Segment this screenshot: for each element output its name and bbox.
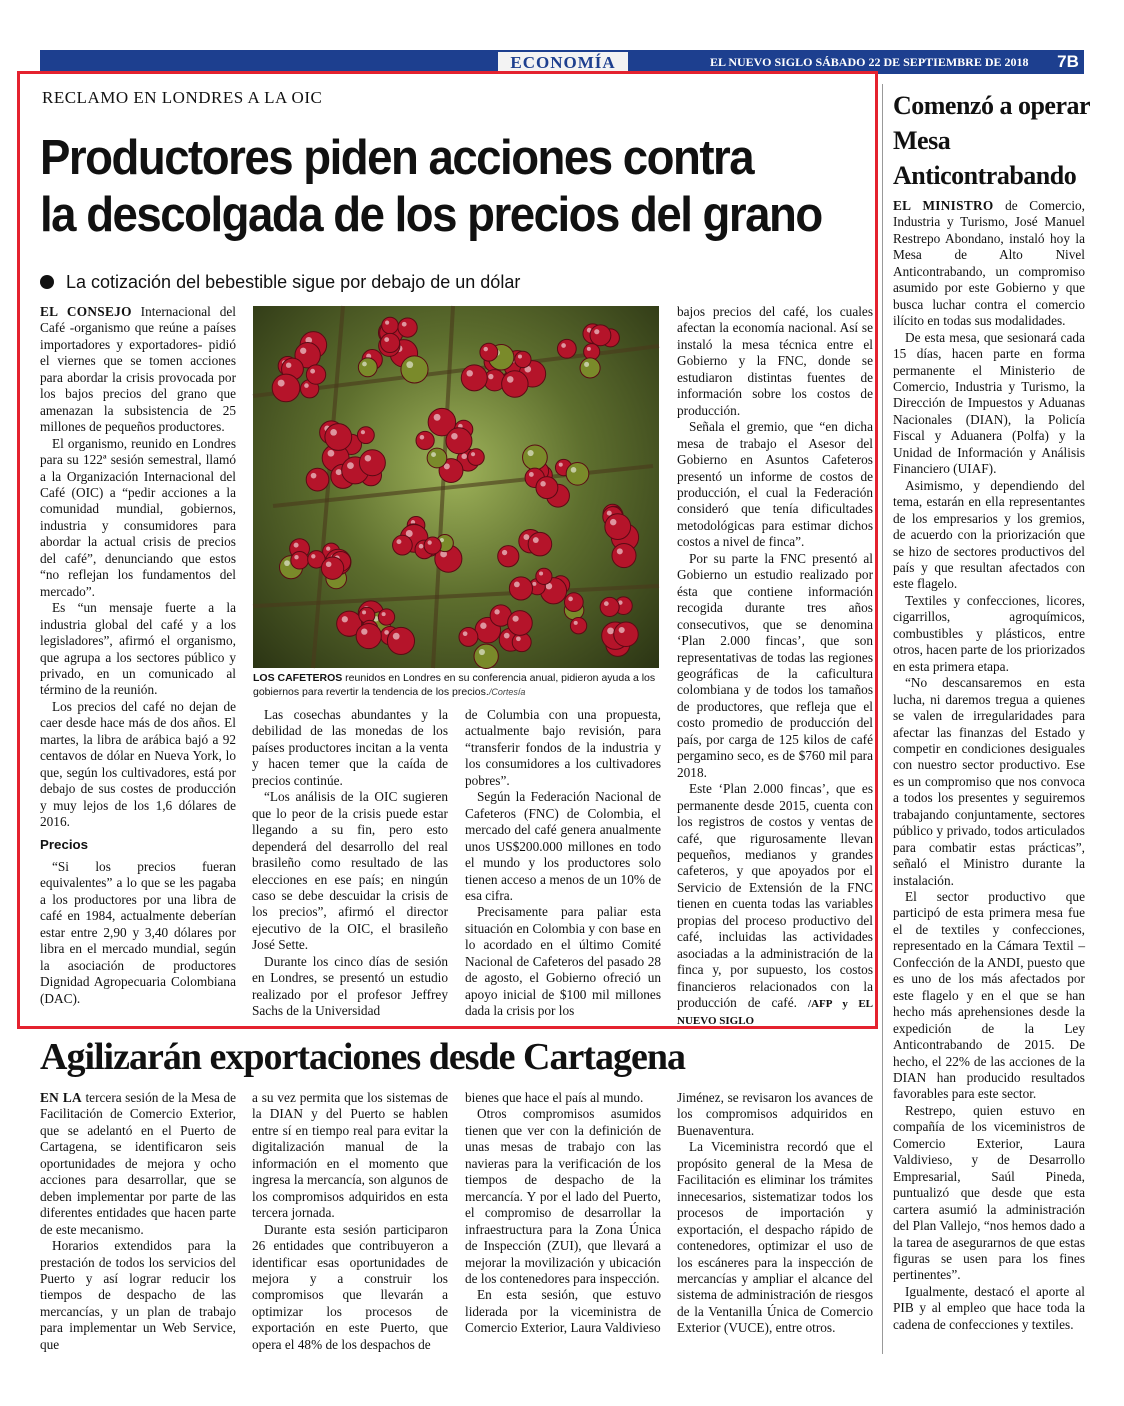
sidebar-headline: Comenzó a operar Mesa Anticontrabando — [893, 91, 1090, 190]
berry-highlight-shape — [419, 544, 424, 549]
berry-highlight-shape — [420, 435, 425, 440]
berry-highlight-shape — [336, 469, 342, 475]
paragraph: “Los análisis de la OIC sugieren que lo peor de la crisis puede estar llegando a su fin, pero esto dependerá del desarrollo del real brasileño como resultado de las elecciones en ese país; en ningún caso se debe descuidar la crisis de los precios”, afirmó el director ejecutivo de la OIC, el brasileño José Sette. — [252, 789, 448, 953]
berry-highlight-shape — [561, 343, 566, 348]
berry-shape — [306, 468, 329, 491]
paragraph — [40, 304, 236, 436]
photo-caption — [253, 671, 659, 699]
berry-highlight-shape — [328, 450, 335, 457]
berry-highlight-shape — [311, 554, 315, 558]
berry-highlight-shape — [294, 543, 299, 548]
berry-shape — [600, 597, 619, 616]
subtitle — [40, 272, 660, 293]
berry-highlight-shape — [434, 414, 441, 421]
paragraph: Jiménez, se revisaron los avances de los compromisos adquiridos en Buenaventura. — [677, 1090, 873, 1138]
berry-shape — [291, 551, 309, 569]
berry-highlight-shape — [361, 430, 365, 434]
berry-highlight-shape — [451, 433, 457, 439]
berry-highlight-shape — [479, 649, 485, 655]
berry-shape — [321, 557, 343, 579]
article-column-3 — [465, 707, 661, 1017]
berry-shape — [358, 358, 377, 377]
berry-shape — [382, 317, 399, 334]
berry-shape — [356, 623, 381, 648]
caption-text: reunidos en Londres en su conferencia anual, pidieron ayuda a los gobiernos para revertir la tendencia de los precios. — [253, 672, 656, 698]
paragraph: Horarios extendidos para la prestación de todos los servicios del Puerto y así lograr reducir los tiempos de despacho de las mercancías, y un plan de trabajo para implementar un Web Service, que — [40, 1238, 236, 1352]
berry-shape — [446, 428, 472, 454]
paragraph — [40, 1090, 236, 1238]
berry-highlight-shape — [568, 597, 573, 602]
sidebar-column — [893, 198, 1085, 1358]
berry-highlight-shape — [540, 481, 545, 486]
berry-highlight-shape — [362, 362, 367, 367]
coffee-berries-photo — [253, 306, 659, 668]
berry-highlight-shape — [514, 581, 520, 587]
berry-highlight-shape — [304, 383, 309, 388]
paragraph: bienes que hace el país al mundo. — [465, 1090, 644, 1105]
berry-shape — [614, 622, 638, 646]
story2-column-4 — [677, 1090, 873, 1358]
paragraph: Asimismo, y dependiendo del tema, estarán en ella representantes de los empresarios y los gremios, de acuerdo con la priorización que se hizo de sectores productivos del país y que resultan afectados con este flagelo. — [893, 477, 1085, 592]
paragraph — [893, 198, 1085, 330]
berry-shape — [584, 344, 600, 360]
berry-highlight-shape — [311, 473, 317, 479]
paragraph-text: Internacional del Café -organismo que reúne a países importadores y exportadores- pidió el viernes que se tomen acciones para abordar la crisis provocada por los bajos precios del grano que amenazan la subsistencia de 25 millones de pequeños productores. — [40, 304, 236, 435]
paragraph: El sector productivo que participó de esta primera mesa fue el de textiles y confecciones, representado en la Cámara Textil – Confección de la ANDI, puesto que es uno de los más afectados por este flagelo y en el que se han hecho más aprehensiones desde la expedición de la Ley Anticontrabando de 2015. De hecho, el 22% de las acciones de la DIAN han producido resultados favorables para este sector. — [893, 889, 1085, 1102]
lead-in: EN LA — [40, 1090, 82, 1105]
berry-shape — [528, 532, 552, 556]
berry-highlight-shape — [574, 621, 578, 625]
lead-in: EL MINISTRO — [893, 198, 994, 213]
berry-shape — [557, 339, 576, 358]
byline: /AFP y EL NUEVO SIGLO — [677, 998, 873, 1028]
berry-highlight-shape — [278, 380, 285, 387]
main-headline — [40, 130, 822, 244]
berry-highlight-shape — [406, 361, 413, 368]
berry-shape — [325, 424, 352, 451]
berry-highlight-shape — [518, 354, 522, 358]
berry-shape — [590, 325, 611, 346]
berry-highlight-shape — [286, 362, 291, 367]
berry-highlight-shape — [310, 369, 315, 374]
berry-shape — [468, 449, 485, 466]
berry-highlight-shape — [523, 534, 529, 540]
paragraph: Durante esta sesión participaron 26 entidades que contribuyeron a identificar esas oportunidades de mejora y a construir los compromisos que llevarán a optimizar los procesos de exportación en este Puerto, que opera el 48% de los despachos de — [252, 1221, 448, 1352]
berry-shape — [536, 477, 558, 499]
berry-shape — [564, 593, 583, 612]
berry-shape — [605, 514, 631, 540]
berry-highlight-shape — [559, 463, 563, 467]
berry-shape — [427, 448, 447, 468]
berry-shape — [508, 611, 533, 636]
berry-shape — [566, 462, 589, 485]
berry-highlight-shape — [342, 616, 348, 622]
berry-shape — [357, 427, 374, 444]
story2-column-1 — [40, 1090, 236, 1358]
berry-highlight-shape — [362, 610, 366, 614]
paragraph: Otros compromisos asumidos tienen que ver con la definición de unas mesas de trabajo con las navieras para la verificación de los tiempos de despacho de la mercancía. Y por el lado del Puerto, el compromiso de desarrollar la infraestructura para la Zona Única de Inspección (ZUI), que llevará a mejorar la movilización y ubicación de los contenedores para inspección. — [465, 1106, 661, 1286]
berry-highlight-shape — [607, 511, 612, 516]
berry-shape — [398, 318, 417, 337]
photo-credit: /Cortesía — [488, 687, 526, 697]
paragraph: Durante los cinco días de sesión en Londres, se presentó un estudio realizado por el profesor Jeffrey Sachs de la Universidad — [252, 953, 448, 1019]
story2-column-2 — [252, 1090, 448, 1358]
berry-highlight-shape — [604, 601, 609, 606]
article-column-1 — [40, 304, 236, 1014]
section-name: ECONOMÍA — [510, 53, 616, 72]
berry-shape — [306, 365, 325, 384]
berry-highlight-shape — [471, 452, 475, 456]
berry-highlight-shape — [385, 321, 389, 325]
paragraph: En esta sesión, que estuvo liderada por la viceministra de Comercio Exterior, Laura Valdivieso — [465, 1287, 661, 1336]
paragraph: Precisamente para paliar esta situación en Colombia y con base en lo acordado en el último Comité Nacional de Cafeteros del pasado 28 de agosto, el Gobierno ofreció un apoyo inicial de $100 mil millones dada la crisis por los — [465, 904, 661, 1019]
berry-shape — [272, 374, 300, 402]
berry-highlight-shape — [480, 623, 486, 629]
berry-highlight-shape — [402, 322, 407, 327]
berry-highlight-shape — [488, 374, 493, 379]
lead-in: EL CONSEJO — [40, 304, 132, 319]
kicker: RECLAMO EN LONDRES A LA OIC — [42, 88, 323, 107]
berry-shape — [461, 365, 487, 391]
paragraph: de Columbia con una propuesta, actualmente bajo revisión, para “transferir fondos de la industria y los consumidores a los cultivadores pobres”. — [465, 707, 661, 788]
berry-highlight-shape — [484, 347, 488, 351]
paragraph: De esta mesa, que sesionará cada 15 días, hacen parte en forma permanente el Ministerio de Comercio, Industria y Turismo, la Dirección de Impuestos y Aduanas Nacionales (DIAN), la Policía Fiscal y Aduanera (Polfa) y la Unidad de Información y Análisis Financiero (UIAF). — [893, 329, 1085, 477]
berry-shape — [612, 544, 636, 568]
berry-highlight-shape — [527, 450, 533, 456]
berry-highlight-shape — [461, 454, 467, 460]
berry-shape — [393, 535, 413, 555]
paragraph: Textiles y confecciones, licores, cigarrillos, agroquímicos, combustibles y plásticos, entre otros, hacen parte de los priorizados en esta primera etapa. — [893, 592, 1085, 674]
story2-column-3 — [465, 1090, 661, 1358]
paragraph: “No descansaremos en esta lucha, ni daremos tregua a quienes se valen de irregularidades para afectar las finanzas del Estado y competir en condiciones desiguales con nuestro sector productivo. Ese es un compromiso que nos convoca a todos los presentes y seguiremos trabajando conjuntamente, sectores público y privado, todos articulados para combatir estas prácticas”, señaló el Ministro durante la instalación. — [893, 675, 1085, 888]
berry-highlight-shape — [361, 628, 367, 634]
berry-highlight-shape — [393, 633, 400, 640]
berry-highlight-shape — [594, 329, 599, 334]
berry-shape — [570, 618, 586, 634]
paragraph: Restrepo, quien estuvo en compañía de los viceministros de Comercio Exterior, Laura Valdivieso, y de Desarrollo Empresarial, Saúl Pineda, puntualizó que desde que esta cartera asumió la administración del Plan Vallejo, “nos hemos dado a la tarea de asegurarnos de que estas figuras se usen para los fines pertinentes”. — [893, 1102, 1085, 1283]
berry-highlight-shape — [396, 539, 401, 544]
berry-highlight-shape — [466, 370, 472, 376]
berry-highlight-shape — [330, 429, 337, 436]
berry-shape — [359, 450, 385, 476]
berry-shape — [502, 371, 528, 397]
berry-shape — [580, 358, 600, 378]
paragraph-text: Este ‘Plan 2.000 fincas’, que es permanente desde 2015, cuenta con los registros de costos y ventas de café, que rigurosamente llevan pequeños, medianos y grandes cafeteros, y que apoyados por el Servicio de Extensión de la FNC tienen en cuenta todas las variables propias del proceso productivo del café, incluidas las actividades asociadas a la administración de la finca y, por supuesto, los costos financieros relacionados con la producción de café. — [677, 781, 873, 1011]
berry-highlight-shape — [513, 616, 519, 622]
paragraph: La Viceministra recordó que el propósito general de la Mesa de Facilitación es eliminar los trámites innecesarios, sistematizar todos los procesos de importación y exportación, el despacho rápido de contenedores, optimizar el uso de los escáneres para la inspección de mercancías y ampliar el alcance del sistema de administración de riesgos de la Ventanilla Única de Comercio Exterior (VUCE), entre otros. — [677, 1139, 873, 1336]
berry-highlight-shape — [284, 560, 290, 566]
caption-lead: LOS CAFETEROS — [253, 672, 343, 684]
paragraph: Igualmente, destacó el aporte al PIB y al empleo que hace toda la cadena de confecciones y textiles. — [893, 1283, 1085, 1332]
paragraph: Las cosechas abundantes y la debilidad de las monedas de los países productores incitan a la venta y hacen temer que la caída de precios continúe. — [252, 707, 448, 788]
berry-highlight-shape — [610, 519, 616, 525]
paragraph: a su vez permita que los sistemas de la DIAN y del Puerto se hablen entre sí en tiempo real para evitar la digitalización manual de la información en el momento que ingresa la mercancía, son algunos de los compromisos adquiridos en esta tercera jornada. — [252, 1090, 448, 1221]
subtitle-text: La cotización del bebestible sigue por debajo de un dólar — [66, 272, 521, 292]
berry-highlight-shape — [382, 612, 386, 616]
paragraph: Según la Federación Nacional de Cafeteros (FNC) de Colombia, el mercado del café genera anualmente unos US$200.000 millones en todo el mundo y los productores solo tienen acceso a menos de un 10% de esa cifra. — [465, 789, 661, 903]
berry-highlight-shape — [516, 636, 521, 641]
berry-highlight-shape — [529, 472, 534, 477]
berry-shape — [387, 627, 414, 654]
berry-highlight-shape — [533, 537, 539, 543]
paragraph: El organismo, reunido en Londres para su 122ª sesión semestral, llamó a la Organización Internacional del Café (OIC) a “pedir acciones a la comunidad mundial, gobiernos, industria y consumidores para abordar la actual crisis de precios del café”, denunciando que estos “no reflejan los fundamentos del mercado”. — [40, 435, 236, 599]
headline-line-1: Productores piden acciones contra — [40, 131, 754, 185]
paragraph: Señala el gremio, que “en dicha mesa de trabajo el Asesor del Gobierno en Asuntos Cafeteros presentó un informe de costos de producción, el cual la Federación consideró que tenía dificultades metodológicas para estimar dichos costos a nivel de finca”. — [677, 419, 873, 550]
paragraph: Los precios del café no dejan de caer desde hace más de dos años. El martes, la libra de arábica bajó a 92 centavos de dólar en Nueva York, lo que, según los cultivadores, está por debajo de sus costes de producción y muy lejos de los 1,6 dólares de 2016. — [40, 698, 236, 830]
story2-headline: Agilizarán exportaciones desde Cartagena — [40, 1036, 685, 1078]
berry-shape — [474, 644, 498, 668]
berry-shape — [401, 356, 428, 383]
headline-line-2: la descolgada de los precios del grano — [40, 188, 822, 242]
berry-highlight-shape — [584, 362, 589, 367]
berry-shape — [378, 609, 394, 625]
berry-shape — [480, 343, 498, 361]
berry-highlight-shape — [326, 561, 332, 567]
column-divider — [882, 84, 883, 1354]
bullet-icon — [40, 275, 54, 289]
paragraph-text: tercera sesión de la Mesa de Facilitación de Comercio Exterior, que se adelantó en el Puerto de Cartagena, se identificaron seis oportunidades de mejora y ocho acciones para desarrollar, que se deben implementar por parte de las diferentes entidades que hacen parte de este mecanismo. — [40, 1090, 236, 1237]
berry-highlight-shape — [571, 467, 577, 473]
berry-shape — [509, 577, 532, 600]
berry-highlight-shape — [428, 540, 432, 544]
article-column-4 — [677, 304, 873, 1028]
header-date-line: EL NUEVO SIGLO SÁBADO 22 DE SEPTIEMBRE DE 2018 — [710, 55, 1029, 69]
berry-highlight-shape — [294, 555, 298, 559]
berry-shape — [523, 445, 548, 470]
berry-highlight-shape — [365, 455, 371, 461]
paragraph: Es “un mensaje fuerte a la industria global del café y a los legisladores”, afirmó el organismo, que agrupa a los sectores público y privado, en un comunicado al término de la reunión. — [40, 600, 236, 698]
berry-highlight-shape — [607, 627, 614, 634]
berry-highlight-shape — [300, 348, 306, 354]
article-column-2 — [252, 707, 448, 1017]
berry-shape — [459, 628, 478, 647]
berry-highlight-shape — [463, 631, 468, 636]
berry-highlight-shape — [431, 452, 436, 457]
berry-shape — [515, 351, 531, 367]
berry-shape — [498, 546, 519, 567]
berry-highlight-shape — [587, 347, 591, 351]
coffee-berries-illustration — [253, 306, 659, 668]
berry-highlight-shape — [532, 582, 536, 586]
berry-shape — [416, 431, 434, 449]
berry-highlight-shape — [504, 633, 510, 639]
paragraph: Por su parte la FNC presentó al Gobierno un estudio realizado por ésta que contiene información recogida durante tres años consecutivos, que se denomina ‘Plan 2.000 fincas’, que son representativas de todas las regiones geográficas de la caficultura colombiana y de todos los tamaños de productores, que refleja que el costo promedio de producción del país, por carga de 125 kilos de café pergamino seco, es de $760 mil para 2018. — [677, 550, 873, 780]
berry-highlight-shape — [539, 572, 543, 576]
berry-highlight-shape — [326, 546, 330, 550]
paragraph: “Si los precios fueran equivalentes” a lo que se les pagaba a los productores por una libra de café en 1984, actualmente deberían estar entre 2,90 y 3,40 dólares por libra en el mercado mundial, según la asociación de productores Dignidad Agropecuaria Colombiana (DAC). — [40, 858, 236, 1006]
berry-highlight-shape — [502, 550, 507, 555]
berry-highlight-shape — [617, 548, 623, 554]
berry-highlight-shape — [347, 462, 354, 469]
berry-shape — [424, 537, 441, 554]
berry-highlight-shape — [384, 630, 389, 635]
berry-shape — [380, 333, 399, 352]
page-number: 7B — [1057, 52, 1079, 71]
berry-highlight-shape — [619, 627, 625, 633]
branch-shape — [253, 586, 659, 606]
paragraph — [677, 781, 873, 1030]
berry-highlight-shape — [384, 337, 389, 342]
subheading: Precios — [40, 836, 89, 852]
berry-highlight-shape — [507, 376, 514, 383]
berry-shape — [536, 568, 552, 584]
paragraph-text: de Comercio, Industria y Turismo, José Manuel Restrepo Abondano, instaló hoy la Mesa de Alto Nivel Anticontrabando, un compromiso asumido por este Gobierno y que busca luchar contra el comercio ilícito en todas sus modalidades. — [893, 198, 1085, 329]
paragraph: bajos precios del café, los cuales afectan la economía nacional. Así se instaló la mesa técnica entre el Gobierno y la FNC, donde se estudiaron distintas fuentes de información sobre los costos de producción. — [677, 304, 873, 418]
berry-highlight-shape — [494, 609, 499, 614]
